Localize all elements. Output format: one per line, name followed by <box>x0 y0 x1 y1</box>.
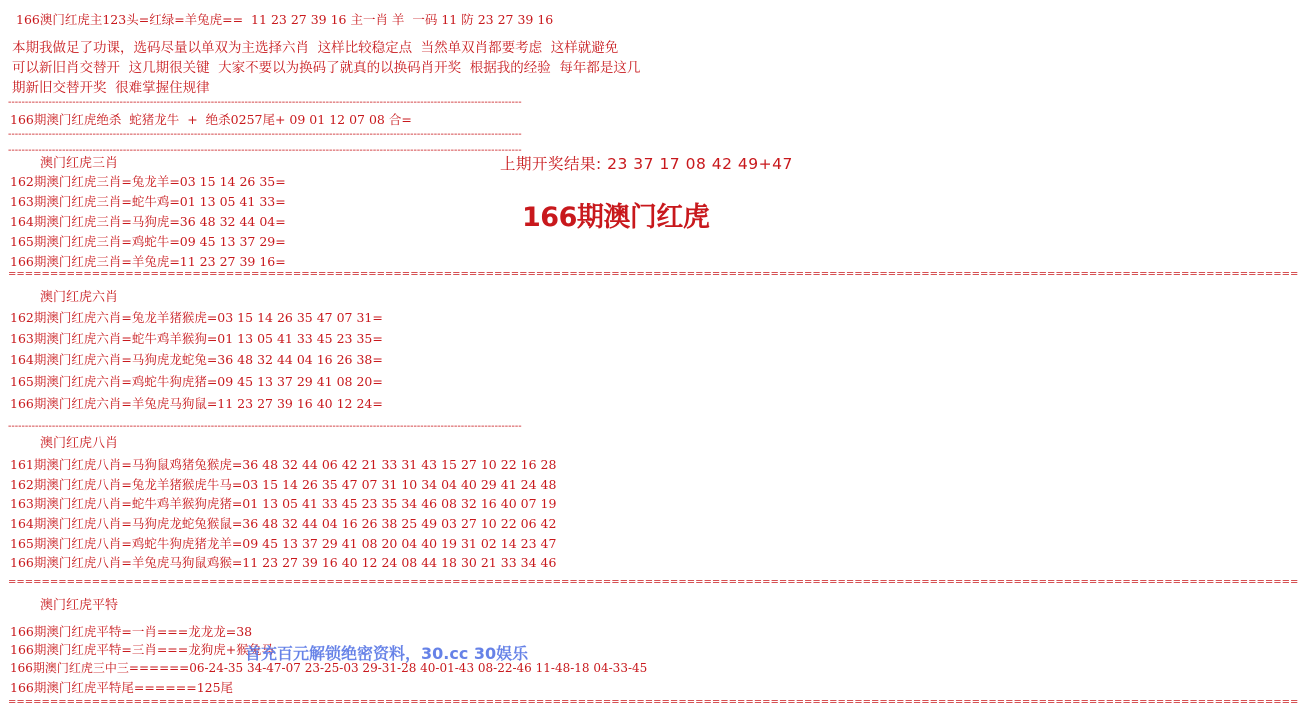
section-three-row: 164期澳门红虎三肖=马狗虎=36 48 32 44 04= <box>10 214 286 229</box>
section-pingte-row: 166期澳门红虎平特=一肖===龙龙龙=38 <box>10 624 253 639</box>
section-six-row: 164期澳门红虎六肖=马狗虎龙蛇兔=36 48 32 44 04 16 26 38= <box>10 352 383 367</box>
section-eight-row: 165期澳门红虎八肖=鸡蛇牛狗虎猪龙羊=09 45 13 37 29 41 08 20 04 40 19 31 02 14 23 47 <box>10 536 557 551</box>
section-three-title: 澳门红虎三肖 <box>40 156 119 171</box>
section-six-row: 162期澳门红虎六肖=兔龙羊猪猴虎=03 15 14 26 35 47 07 31= <box>10 310 383 325</box>
intro-line-2: 可以新旧肖交替开 这几期很关键 大家不要以为换码了就真的以换码肖开奖 根据我的经验 每年都是这几 <box>12 60 641 76</box>
section-eight-row: 166期澳门红虎八肖=羊兔虎马狗鼠鸡猴=11 23 27 39 16 40 12 24 08 44 18 30 21 33 34 46 <box>10 555 557 570</box>
section-eight-row: 163期澳门红虎八肖=蛇牛鸡羊猴狗虎猪=01 13 05 41 33 45 23 35 34 46 08 32 16 40 07 19 <box>10 496 557 511</box>
section-eight-row: 162期澳门红虎八肖=兔龙羊猪猴虎牛马=03 15 14 26 35 47 07 31 10 34 04 40 29 41 24 48 <box>10 477 557 492</box>
section-pingte-row: 166期澳门红虎平特=三肖===龙狗虎+猴兔马 <box>10 642 274 657</box>
section-eight-row: 161期澳门红虎八肖=马狗鼠鸡猪兔猴虎=36 48 32 44 06 42 21 33 31 43 15 27 10 22 16 28 <box>10 457 557 472</box>
last-result: 上期开奖结果: 23 37 17 08 42 49+47 <box>500 155 793 173</box>
separator-equals: ========================================================================================================================================================== <box>8 577 1298 588</box>
section-six-title: 澳门红虎六肖 <box>40 290 119 305</box>
section-eight-title: 澳门红虎八肖 <box>40 436 119 451</box>
section-three-row: 163期澳门红虎三肖=蛇牛鸡=01 13 05 41 33= <box>10 194 286 209</box>
section-pingte-row: 166期澳门红虎三中三======06-24-35 34-47-07 23-25-03 29-31-28 40-01-43 08-22-46 11-48-18 04-33-45 <box>10 661 648 675</box>
promo-watermark: 首充百元解锁绝密资料，30.cc 30娱乐 <box>245 644 529 663</box>
section-three-row: 166期澳门红虎三肖=羊兔虎=11 23 27 39 16= <box>10 254 286 269</box>
separator-dash: -------------------------------------------------------------------------------------------------------------------------------------------------------- <box>8 97 522 108</box>
intro-line-3: 期新旧交替开奖 很难掌握住规律 <box>12 80 210 96</box>
section-three-row: 162期澳门红虎三肖=兔龙羊=03 15 14 26 35= <box>10 174 286 189</box>
section-six-row: 165期澳门红虎六肖=鸡蛇牛狗虎猪=09 45 13 37 29 41 08 20= <box>10 374 383 389</box>
section-eight-row: 164期澳门红虎八肖=马狗虎龙蛇兔猴鼠=36 48 32 44 04 16 26 38 25 49 03 27 10 22 06 42 <box>10 516 557 531</box>
banner-title: 166期澳门红虎 <box>522 202 710 233</box>
separator-equals: ========================================================================================================================================================== <box>8 697 1298 708</box>
section-pingte-row: 166期澳门红虎平特尾======125尾 <box>10 680 234 695</box>
separator-dash: -------------------------------------------------------------------------------------------------------------------------------------------------------- <box>8 421 522 432</box>
intro-line-1: 本期我做足了功课，选码尽量以单双为主选择六肖 这样比较稳定点 当然单双肖都要考虑 这样就避免 <box>12 40 619 56</box>
separator-equals: ========================================================================================================================================================== <box>8 269 1298 280</box>
separator-dash: -------------------------------------------------------------------------------------------------------------------------------------------------------- <box>8 129 522 140</box>
section-three-row: 165期澳门红虎三肖=鸡蛇牛=09 45 13 37 29= <box>10 234 286 249</box>
section-six-row: 166期澳门红虎六肖=羊兔虎马狗鼠=11 23 27 39 16 40 12 24= <box>10 396 383 411</box>
separator-dash: -------------------------------------------------------------------------------------------------------------------------------------------------------- <box>8 145 522 156</box>
header-line: 166澳门红虎主123头=红绿=羊兔虎== 11 23 27 39 16 主一肖 羊 一码 11 防 23 27 39 16 <box>16 12 554 27</box>
kill-line: 166期澳门红虎绝杀 蛇猪龙牛 + 绝杀0257尾+ 09 01 12 07 08 合= <box>10 112 412 127</box>
section-pingte-title: 澳门红虎平特 <box>40 598 119 613</box>
section-six-row: 163期澳门红虎六肖=蛇牛鸡羊猴狗=01 13 05 41 33 45 23 35= <box>10 331 383 346</box>
